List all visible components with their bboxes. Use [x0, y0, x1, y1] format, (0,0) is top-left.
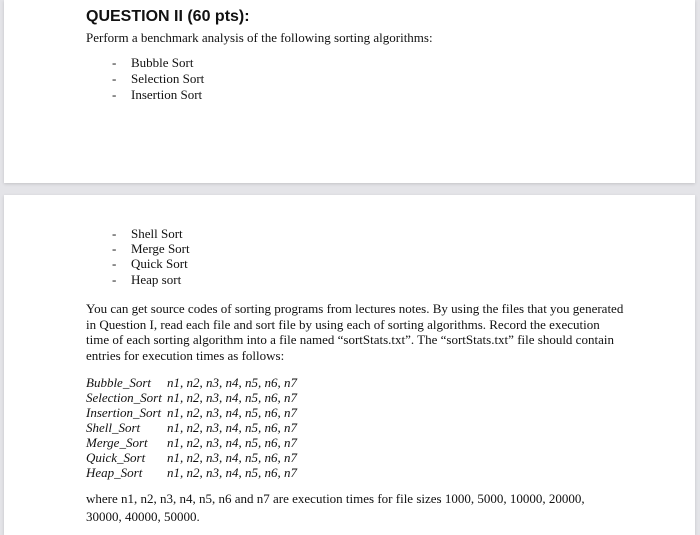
entry-values: n1, n2, n3, n4, n5, n6, n7 [167, 375, 297, 390]
bullet: - [112, 272, 117, 287]
entry-name: Selection_Sort [86, 390, 162, 405]
page-1 [4, 0, 695, 183]
entry-values: n1, n2, n3, n4, n5, n6, n7 [167, 420, 297, 435]
entry-row [86, 450, 297, 466]
question-title: QUESTION II (60 pts): [86, 8, 250, 25]
list-item-label: Shell Sort [131, 226, 183, 241]
bullet: - [112, 241, 117, 256]
entry-values: n1, n2, n3, n4, n5, n6, n7 [167, 390, 297, 405]
bullet: - [112, 71, 117, 86]
entry-row [86, 465, 297, 481]
list-item-label: Merge Sort [131, 241, 190, 256]
entry-values: n1, n2, n3, n4, n5, n6, n7 [167, 450, 297, 465]
instructions-paragraph: You can get source codes of sorting programs from lectures notes. By using the files that you generated in Question I, read each file and sort file by using each of sorting algorithms. Record the execution time of each sorting algorithm into a file named “sortStats.txt”. The “sortStats.txt” file should contain entries for execution times as follows: [86, 301, 624, 363]
bullet: - [112, 226, 117, 241]
entry-name: Bubble_Sort [86, 375, 151, 390]
entry-values: n1, n2, n3, n4, n5, n6, n7 [167, 435, 297, 450]
entry-name: Heap_Sort [86, 465, 143, 480]
entry-row [86, 375, 297, 391]
entry-values: n1, n2, n3, n4, n5, n6, n7 [167, 465, 297, 480]
entry-name: Merge_Sort [86, 435, 148, 450]
list-item-label: Insertion Sort [131, 87, 203, 102]
entry-name: Insertion_Sort [86, 405, 162, 420]
footer-paragraph: where n1, n2, n3, n4, n5, n6 and n7 are execution times for file sizes 1000, 5000, 10000, 20000, 30000, 40000, 50000. [86, 491, 585, 524]
bullet: - [112, 256, 117, 271]
page-2 [4, 195, 695, 535]
entry-name: Shell_Sort [86, 420, 141, 435]
entry-row [86, 405, 297, 421]
list-item-label: Bubble Sort [131, 55, 194, 70]
entry-name: Quick_Sort [86, 450, 146, 465]
entry-row [86, 435, 297, 451]
intro-text: Perform a benchmark analysis of the following sorting algorithms: [86, 30, 433, 45]
entry-row [86, 420, 297, 436]
bullet: - [112, 87, 117, 102]
list-item-label: Quick Sort [131, 256, 188, 271]
list-item-label: Selection Sort [131, 71, 205, 86]
bullet: - [112, 55, 117, 70]
entry-values: n1, n2, n3, n4, n5, n6, n7 [167, 405, 297, 420]
entry-row [86, 390, 297, 406]
list-item-label: Heap sort [131, 272, 182, 287]
